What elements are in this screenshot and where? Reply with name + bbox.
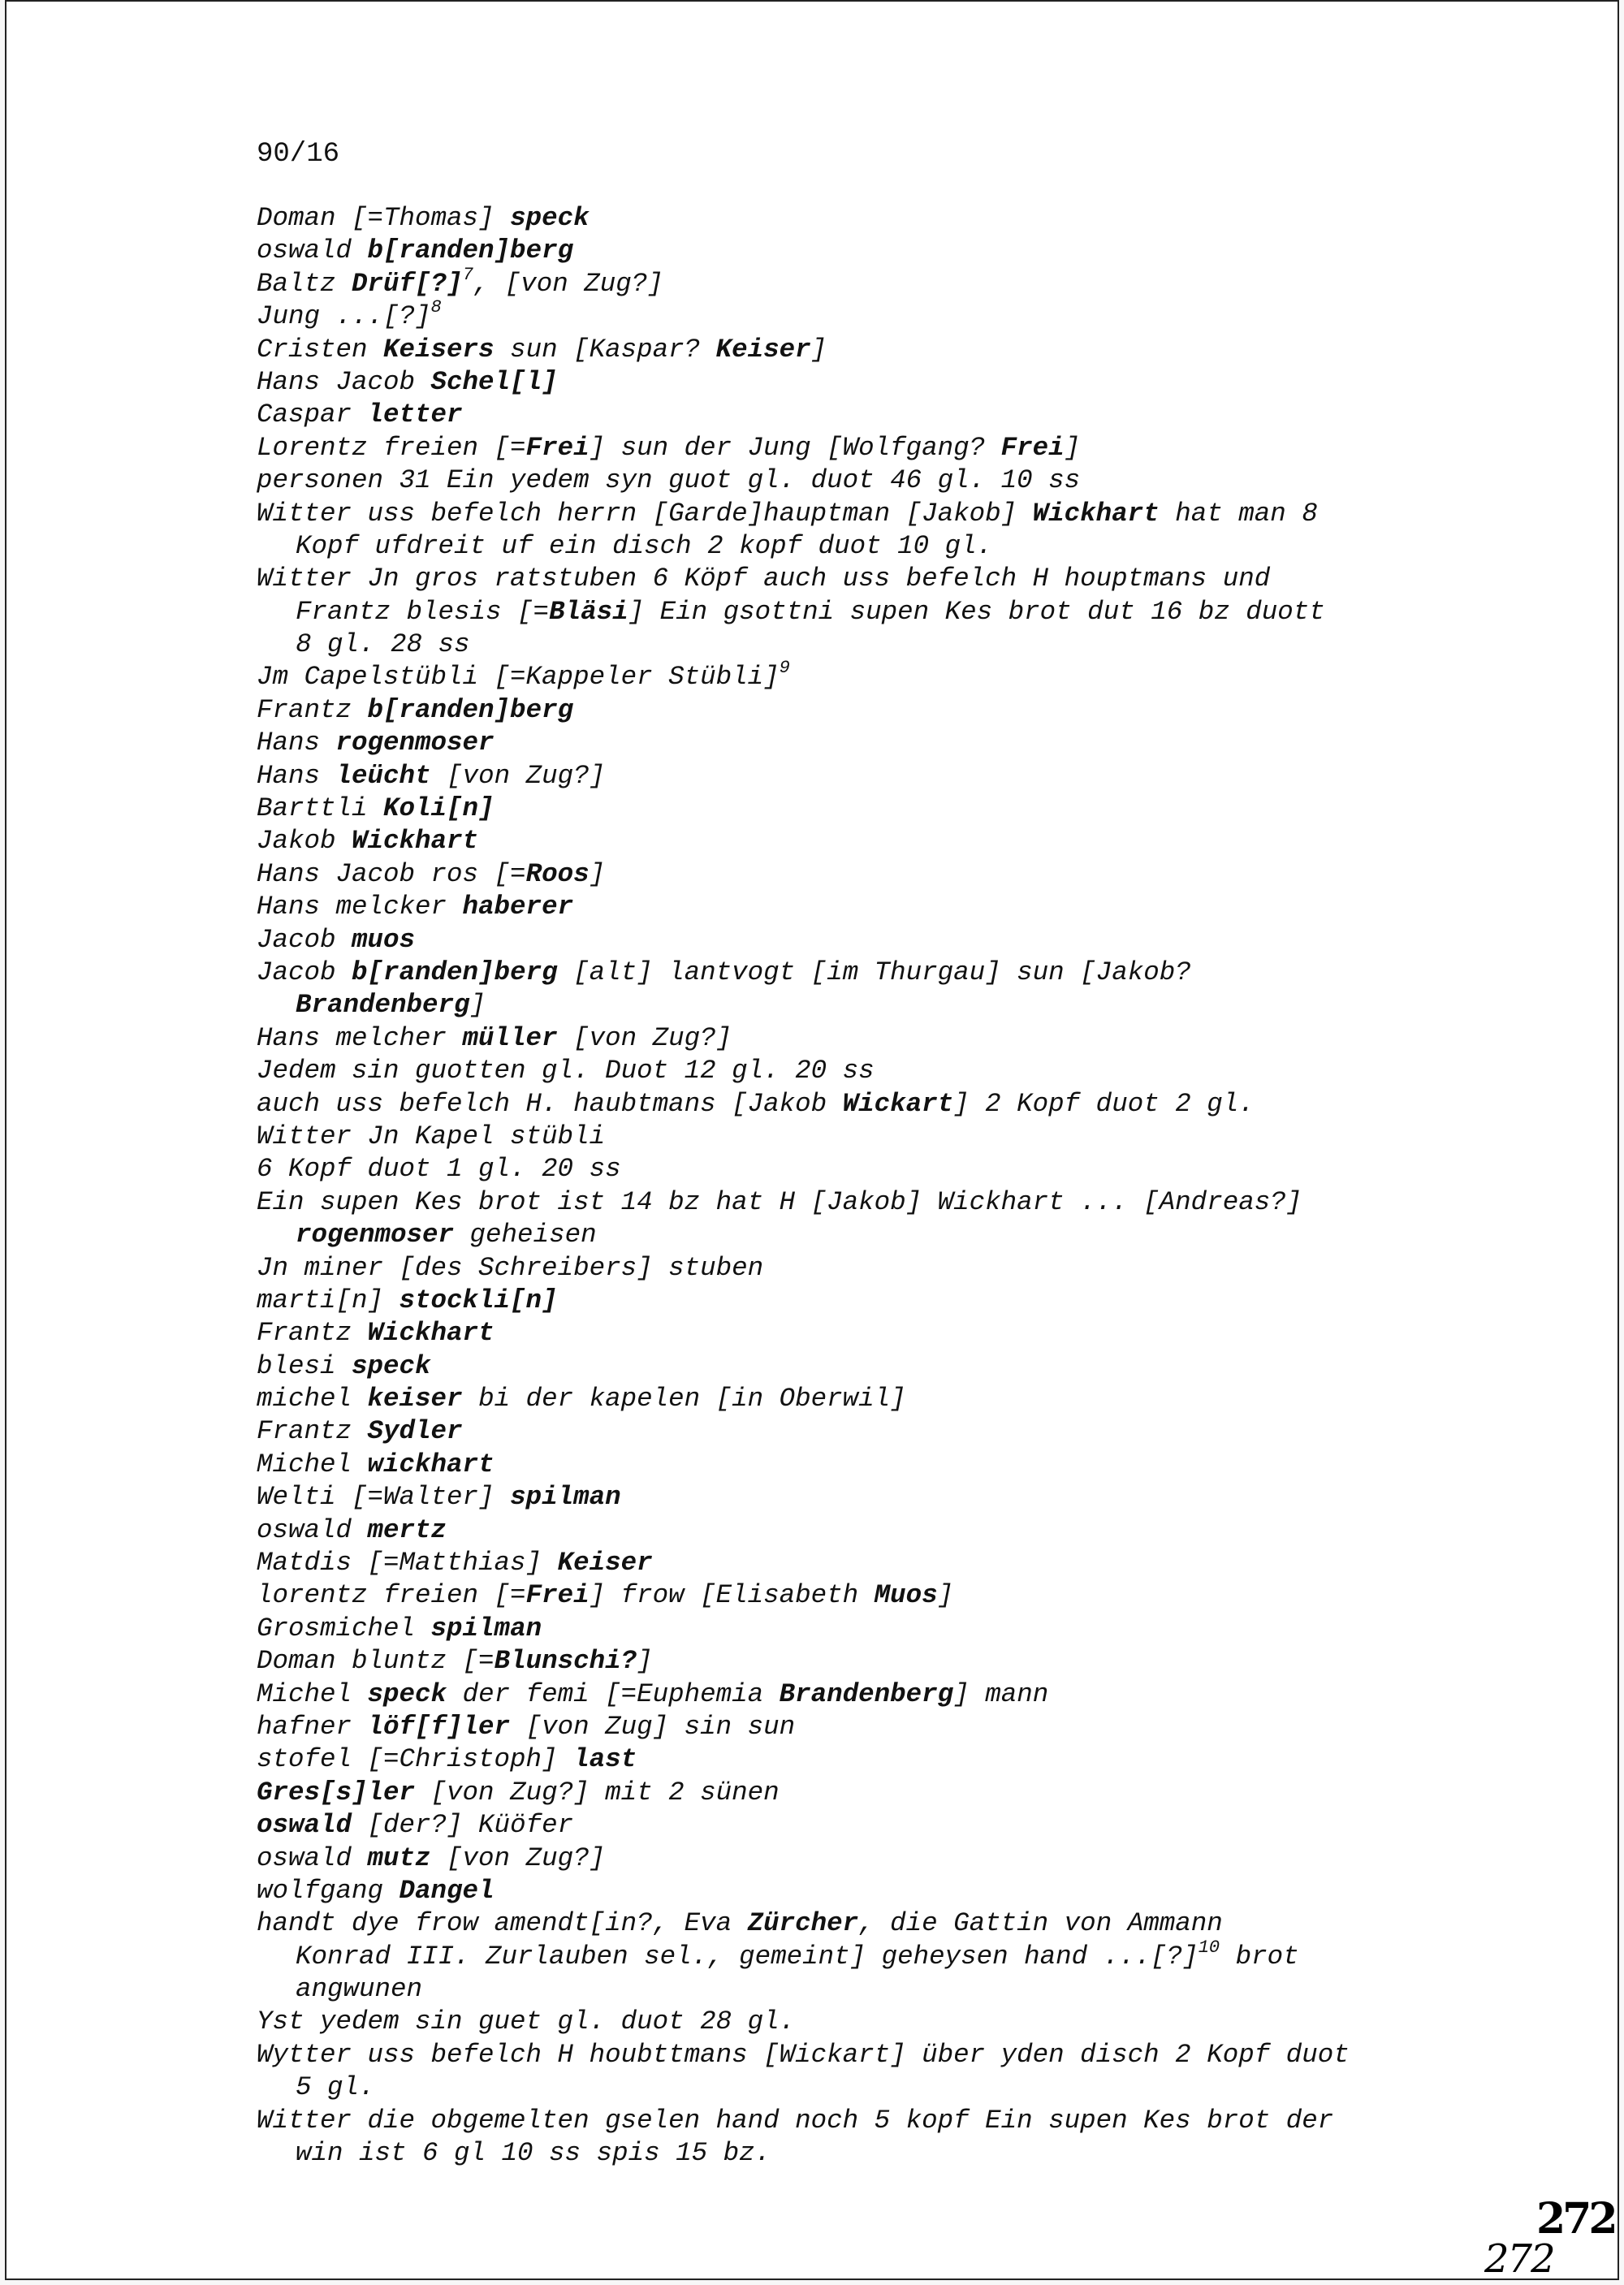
text-segment: Frantz xyxy=(257,1416,368,1447)
text-segment: Welti [=Walter] xyxy=(257,1482,511,1513)
surname-bold: oswald xyxy=(257,1810,352,1841)
text-line xyxy=(257,1055,1588,1087)
text-line xyxy=(257,1383,1588,1415)
text-line xyxy=(257,1415,1588,1448)
text-line xyxy=(257,1907,1588,1940)
surname-bold: muos xyxy=(352,924,416,955)
surname-bold: b[randen]berg xyxy=(352,957,558,987)
text-line xyxy=(257,297,1588,333)
text-segment: [von Zug] sin sun xyxy=(510,1711,796,1742)
text-line xyxy=(257,2071,1588,2104)
surname-bold: löf[f]ler xyxy=(367,1711,511,1742)
text-segment: ] frow [Elisabeth xyxy=(589,1580,875,1611)
text-line xyxy=(257,694,1588,727)
text-line xyxy=(257,1022,1588,1055)
text-segment: angwunen xyxy=(296,1974,423,2005)
text-segment: Michel xyxy=(257,1678,368,1709)
text-line xyxy=(257,1449,1588,1481)
text-segment: ] xyxy=(810,334,827,365)
text-segment: stofel [=Christoph] xyxy=(257,1744,574,1775)
footnote-marker: 8 xyxy=(430,297,442,318)
text-line xyxy=(257,264,1588,300)
text-segment: auch uss befelch H. haubtmans [Jakob xyxy=(257,1088,843,1119)
text-segment: hafner xyxy=(257,1711,368,1742)
text-segment: blesi xyxy=(257,1350,352,1381)
text-segment: Hans melcker xyxy=(257,892,463,922)
text-segment: personen 31 Ein yedem syn guot gl. duot 46 gl. 10 ss xyxy=(257,465,1081,496)
text-segment: wolfgang xyxy=(257,1875,400,1906)
text-segment: Witter uss befelch herrn [Garde]hauptman [Jakob] xyxy=(257,498,1033,529)
surname-bold: leücht xyxy=(335,760,431,791)
surname-bold: stockli[n] xyxy=(399,1285,558,1315)
surname-bold: Frei xyxy=(525,1580,590,1611)
text-segment: ] xyxy=(589,858,606,889)
text-segment: [von Zug?] xyxy=(430,1842,606,1873)
page-number: 90/16 xyxy=(257,139,340,170)
text-line xyxy=(257,1186,1588,1219)
text-segment: bi der kapelen [in Oberwil] xyxy=(462,1384,906,1415)
surname-bold: Sydler xyxy=(367,1416,463,1447)
surname-bold: b[randen]berg xyxy=(367,235,574,266)
text-segment: Hans Jacob xyxy=(257,366,431,397)
text-line xyxy=(257,760,1588,793)
text-segment: Jedem sin guotten gl. Duot 12 gl. 20 ss xyxy=(257,1056,875,1086)
text-segment: Ein supen Kes brot ist 14 bz hat H [Jakob] Wickhart ... [Andreas?] xyxy=(257,1186,1302,1217)
footnote-marker: 10 xyxy=(1198,1937,1220,1958)
text-segment: [von Zug?] xyxy=(557,1022,732,1053)
surname-bold: speck xyxy=(352,1350,431,1381)
text-line xyxy=(257,1121,1588,1153)
text-segment: Hans xyxy=(257,728,336,758)
archive-stamp-handwritten: 272 xyxy=(1484,2236,1554,2282)
text-line xyxy=(257,202,1588,235)
text-segment: 5 gl. xyxy=(296,2072,375,2103)
text-line xyxy=(257,1350,1588,1383)
text-segment: geheisen xyxy=(454,1220,597,1250)
text-line xyxy=(257,989,1588,1022)
surname-bold: keiser xyxy=(367,1384,463,1415)
surname-bold: spilman xyxy=(430,1613,542,1644)
text-line xyxy=(257,1481,1588,1514)
surname-bold: Dangel xyxy=(399,1875,495,1906)
text-line xyxy=(257,366,1588,399)
text-line xyxy=(257,1252,1588,1285)
text-segment: ] mann xyxy=(953,1678,1049,1709)
text-segment: Baltz xyxy=(257,268,352,299)
text-segment: Jm Capelstübli [=Kappeler Stübli] xyxy=(257,662,780,693)
text-segment: oswald xyxy=(257,1514,368,1545)
text-line xyxy=(257,563,1588,595)
transcription-body xyxy=(257,202,1588,2170)
surname-bold: Frei xyxy=(1000,432,1065,463)
text-line xyxy=(257,1809,1588,1842)
text-segment: Yst yedem sin guet gl. duot 28 gl. xyxy=(257,2006,796,2037)
text-line xyxy=(257,334,1588,366)
text-segment: Jacob xyxy=(257,957,352,987)
surname-bold: müller xyxy=(462,1022,558,1053)
text-segment: Hans Jacob ros [= xyxy=(257,858,526,889)
text-line xyxy=(257,498,1588,530)
text-line xyxy=(257,1547,1588,1579)
text-segment: sun [Kaspar? xyxy=(494,334,716,365)
text-line xyxy=(257,1579,1588,1612)
text-line xyxy=(257,235,1588,267)
surname-bold: Muos xyxy=(874,1580,938,1611)
text-line xyxy=(257,596,1588,628)
text-line xyxy=(257,2105,1588,2137)
footnote-marker: 9 xyxy=(779,658,790,679)
surname-bold: Bläsi xyxy=(549,596,628,627)
text-segment: michel xyxy=(257,1384,368,1415)
text-segment: lorentz freien [= xyxy=(257,1580,526,1611)
text-line xyxy=(257,1678,1588,1711)
surname-bold: mertz xyxy=(367,1514,447,1545)
text-line xyxy=(257,1153,1588,1186)
text-segment: [von Zug?] xyxy=(430,760,606,791)
text-segment: der femi [=Euphemia xyxy=(447,1678,780,1709)
text-segment: Witter die obgemelten gselen hand noch 5 kopf Ein supen Kes brot der xyxy=(257,2105,1334,2136)
text-line xyxy=(257,924,1588,957)
surname-bold: Brandenberg xyxy=(296,990,470,1021)
surname-bold: Koli[n] xyxy=(383,793,495,824)
surname-bold: spilman xyxy=(510,1482,621,1513)
text-line xyxy=(257,2137,1588,2170)
text-segment: Lorentz freien [= xyxy=(257,432,526,463)
surname-bold: Gres[s]ler xyxy=(257,1777,416,1808)
text-segment: 6 Kopf duot 1 gl. 20 ss xyxy=(257,1154,621,1185)
text-segment: hat man 8 xyxy=(1159,498,1318,529)
text-segment: Cristen xyxy=(257,334,384,365)
text-segment: Caspar xyxy=(257,400,368,430)
surname-bold: rogenmoser xyxy=(296,1220,455,1250)
text-segment: ] xyxy=(469,990,486,1021)
text-segment: Frantz blesis [= xyxy=(296,596,550,627)
surname-bold: Schel[l] xyxy=(430,366,558,397)
surname-bold: haberer xyxy=(462,892,574,922)
surname-bold: Keiser xyxy=(715,334,811,365)
text-segment: Witter Jn gros ratstuben 6 Köpf auch uss befelch H houptmans und xyxy=(257,564,1271,594)
surname-bold: b[randen]berg xyxy=(367,694,574,725)
text-segment: Grosmichel xyxy=(257,1613,431,1644)
text-line xyxy=(257,2006,1588,2038)
archive-stamp-printed: 272 xyxy=(1536,2194,1615,2244)
text-line xyxy=(257,891,1588,923)
text-line xyxy=(257,1842,1588,1875)
footnote-marker: 7 xyxy=(462,264,473,285)
text-segment: Kopf ufdreit uf ein disch 2 kopf duot 10 gl. xyxy=(296,530,993,561)
surname-bold: Blunschi? xyxy=(494,1646,637,1677)
text-line xyxy=(257,1937,1588,1973)
text-segment: Konrad III. Zurlauben sel., gemeint] geheysen hand ...[?] xyxy=(296,1941,1199,1972)
text-segment: ] 2 Kopf duot 2 gl. xyxy=(953,1088,1255,1119)
text-segment: ] xyxy=(937,1580,954,1611)
text-segment: , [von Zug?] xyxy=(473,268,663,299)
surname-bold: Brandenberg xyxy=(779,1678,954,1709)
surname-bold: rogenmoser xyxy=(335,728,495,758)
text-segment: win ist 6 gl 10 ss spis 15 bz. xyxy=(296,2138,771,2169)
text-line xyxy=(257,1317,1588,1350)
text-segment: marti[n] xyxy=(257,1285,400,1315)
text-segment: ] Ein gsottni supen Kes brot dut 16 bz duott xyxy=(628,596,1325,627)
surname-bold: Wickhart xyxy=(367,1318,495,1349)
surname-bold: Keiser xyxy=(557,1548,653,1579)
text-segment: handt dye frow amendt[in?, Eva xyxy=(257,1908,748,1939)
text-segment: ] xyxy=(637,1646,653,1677)
text-line xyxy=(257,2039,1588,2071)
text-line xyxy=(257,1973,1588,2006)
text-segment: Frantz xyxy=(257,694,368,725)
text-segment: Doman bluntz [= xyxy=(257,1646,495,1677)
text-segment: Hans xyxy=(257,760,336,791)
text-segment: , die Gattin von Ammann xyxy=(858,1908,1223,1939)
text-line xyxy=(257,1514,1588,1547)
surname-bold: wickhart xyxy=(367,1449,495,1479)
text-segment: Doman [=Thomas] xyxy=(257,203,511,233)
text-segment: ] xyxy=(1064,432,1081,463)
text-line xyxy=(257,1088,1588,1121)
text-line xyxy=(257,432,1588,464)
text-segment: [alt] lantvogt [im Thurgau] sun [Jakob? xyxy=(557,957,1191,987)
surname-bold: last xyxy=(573,1744,637,1775)
text-line xyxy=(257,399,1588,431)
text-line xyxy=(257,793,1588,825)
text-line xyxy=(257,628,1588,661)
surname-bold: Keisers xyxy=(383,334,495,365)
text-segment: Barttli xyxy=(257,793,384,824)
text-segment: [von Zug?] mit 2 sünen xyxy=(415,1777,780,1808)
text-line xyxy=(257,1645,1588,1678)
text-segment: Matdis [=Matthias] xyxy=(257,1548,558,1579)
surname-bold: mutz xyxy=(367,1842,431,1873)
text-line xyxy=(257,1875,1588,1907)
text-line xyxy=(257,1743,1588,1776)
text-line xyxy=(257,1219,1588,1251)
text-segment: oswald xyxy=(257,235,368,266)
text-segment: brot xyxy=(1220,1941,1299,1972)
text-segment: Jn miner [des Schreibers] stuben xyxy=(257,1252,764,1283)
text-segment: Witter Jn Kapel stübli xyxy=(257,1121,606,1151)
text-line xyxy=(257,1613,1588,1645)
text-line xyxy=(257,464,1588,497)
text-line xyxy=(257,858,1588,891)
text-segment: [der?] Küöfer xyxy=(352,1810,574,1841)
text-line xyxy=(257,825,1588,857)
text-line xyxy=(257,727,1588,759)
text-segment: Michel xyxy=(257,1449,368,1479)
text-segment: ] sun der Jung [Wolfgang? xyxy=(589,432,1001,463)
surname-bold: Drüf[?] xyxy=(352,268,463,299)
surname-bold: Frei xyxy=(525,432,590,463)
surname-bold: Wickhart xyxy=(352,826,479,857)
text-line xyxy=(257,957,1588,989)
text-segment: Jung ...[?] xyxy=(257,301,431,332)
text-segment: Jacob xyxy=(257,924,352,955)
surname-bold: letter xyxy=(367,400,463,430)
text-line xyxy=(257,658,1588,693)
text-segment: 8 gl. 28 ss xyxy=(296,629,470,660)
text-line xyxy=(257,530,1588,563)
surname-bold: Zürcher xyxy=(747,1908,859,1939)
surname-bold: speck xyxy=(510,203,590,233)
surname-bold: Wickhart xyxy=(1032,498,1160,529)
surname-bold: speck xyxy=(367,1678,447,1709)
text-line xyxy=(257,1711,1588,1743)
text-line xyxy=(257,1777,1588,1809)
text-segment: Jakob xyxy=(257,826,352,857)
surname-bold: Roos xyxy=(525,858,590,889)
text-segment: Frantz xyxy=(257,1318,368,1349)
text-line xyxy=(257,1285,1588,1317)
text-segment: oswald xyxy=(257,1842,368,1873)
surname-bold: Wickart xyxy=(842,1088,954,1119)
document-page xyxy=(5,0,1619,2280)
text-segment: Wytter uss befelch H houbttmans [Wickart] über yden disch 2 Kopf duot xyxy=(257,2039,1350,2070)
text-segment: Hans melcher xyxy=(257,1022,463,1053)
